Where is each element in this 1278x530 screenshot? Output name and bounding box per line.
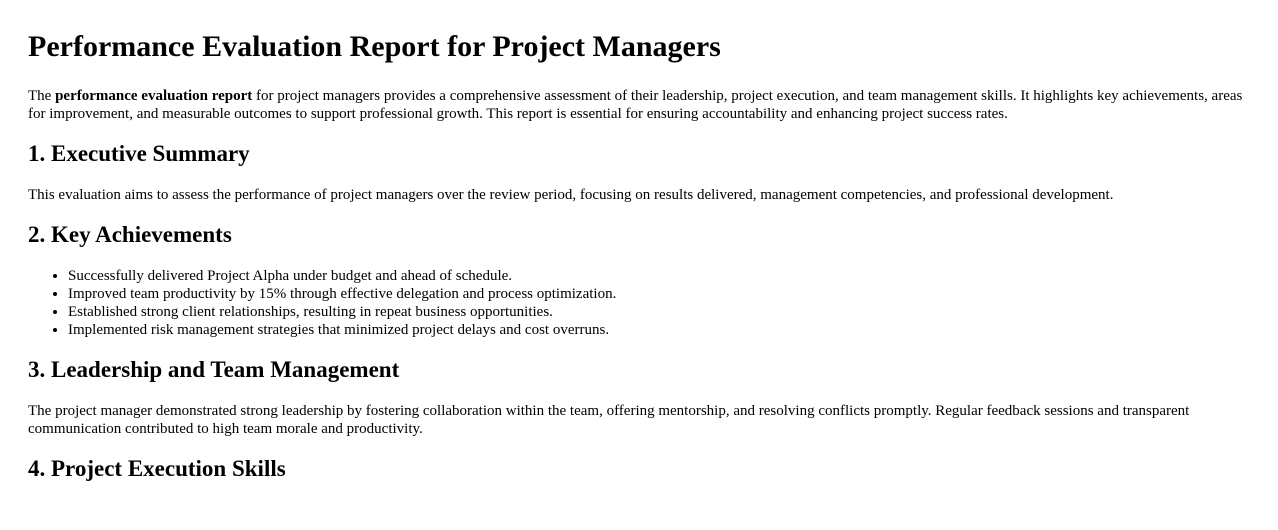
- intro-suffix: for project managers provides a comprehensive assessment of their leadership, project execution, and team management skills. It highlights key achievements, areas for improvement, and measurable outcomes to support professional growth. This report is essential for ensuring accountability and enhancing project success rates.: [28, 88, 1243, 122]
- document-page: [0, 29, 1278, 483]
- intro-prefix: The: [28, 88, 56, 104]
- list-item: • Implemented risk management strategies that minimized project delays and cost overruns.: [68, 321, 1250, 339]
- section-heading-executive-summary: 1. Executive Summary: [28, 141, 250, 166]
- leadership-paragraph: The project manager demonstrated strong leadership by fostering collaboration within the team, offering mentorship, and resolving conflicts promptly. Regular feedback sessions and transparent communication contributed to high team morale and productivity.: [28, 403, 1190, 437]
- list-item: • Improved team productivity by 15% through effective delegation and process optimization.: [68, 285, 1250, 303]
- executive-summary-paragraph: This evaluation aims to assess the performance of project managers over the review period, focusing on results delivered, management competencies, and professional development.: [28, 187, 1114, 203]
- achievements-list: [28, 267, 1250, 339]
- list-item: • Established strong client relationships, resulting in repeat business opportunities.: [68, 303, 1250, 321]
- section-heading-project-execution: 4. Project Execution Skills: [28, 456, 286, 481]
- section-heading-leadership: 3. Leadership and Team Management: [28, 357, 400, 382]
- intro-paragraph: [28, 87, 1250, 123]
- section-heading-key-achievements: 2. Key Achievements: [28, 222, 232, 247]
- intro-bold-term: performance evaluation report: [55, 88, 253, 104]
- list-item: • Successfully delivered Project Alpha under budget and ahead of schedule.: [68, 267, 1250, 285]
- page-title: Performance Evaluation Report for Project Managers: [28, 30, 721, 63]
